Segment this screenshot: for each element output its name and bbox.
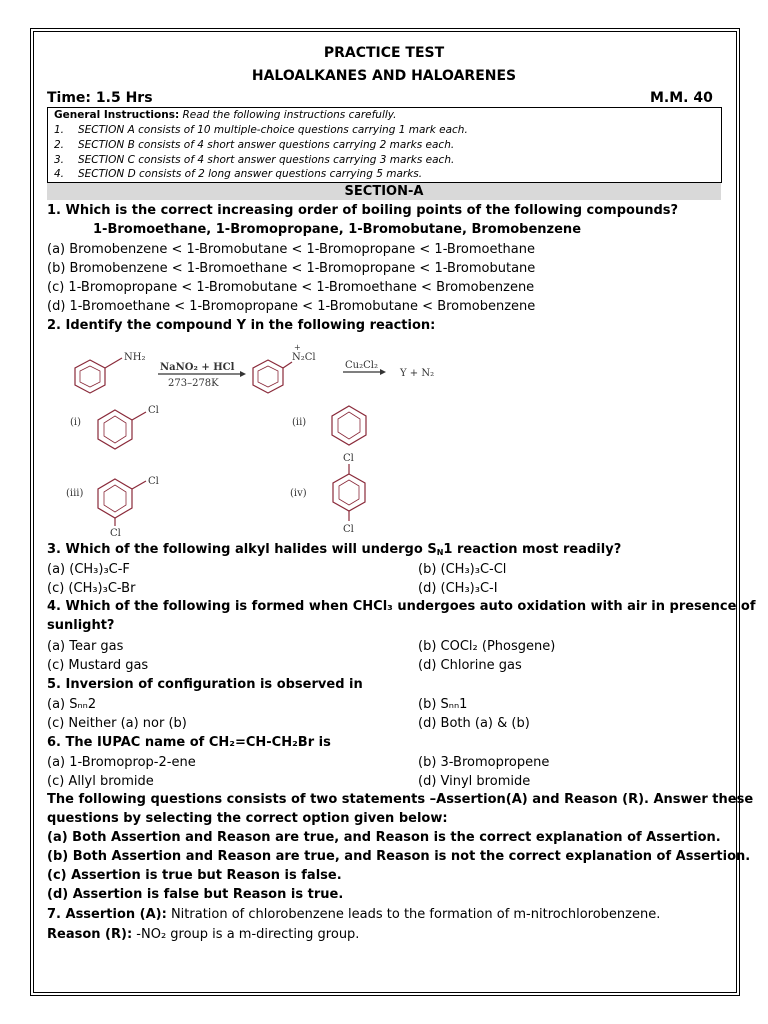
q1-compounds: 1-Bromoethane, 1-Bromopropane, 1-Bromobutane, Bromobenzene — [93, 222, 582, 237]
time-label: Time: 1.5 Hrs — [47, 90, 153, 106]
q3-option: (a) (CH₃)₃C-F — [47, 562, 130, 577]
aniline-structure — [75, 352, 145, 393]
diazonium-structure — [253, 343, 316, 393]
q4-option: (d) Chlorine gas — [418, 658, 522, 673]
q2-stem: 2. Identify the compound Y in the following reaction: — [47, 318, 436, 333]
q1-option: (b) Bromobenzene < 1-Bromoethane < 1-Bromopropane < 1-Bromobutane — [47, 261, 536, 276]
option-ii-label: (ii) — [292, 417, 307, 428]
q7-reason: Reason (R): -NO₂ group is a m-directing group. — [47, 927, 360, 942]
svg-text:+: + — [294, 343, 301, 352]
q6-option: (b) 3-Bromopropene — [418, 755, 550, 770]
q4-stem-line2: sunlight? — [47, 618, 115, 633]
q1-option: (c) 1-Bromopropane < 1-Bromobutane < 1-Bromoethane < Bromobenzene — [47, 280, 535, 295]
option-iv-structure — [333, 453, 365, 535]
q3-stem: 3. Which of the following alkyl halides will undergo $S_N1$ reaction most readily? — [47, 542, 622, 557]
assertion-option: (a) Both Assertion and Reason are true, and Reason is the correct explanation of Assertion. — [47, 830, 721, 845]
reaction-diagram — [60, 340, 480, 540]
instruction-item: 2. SECTION B consists of 4 short answer questions carrying 2 marks each. — [54, 139, 455, 151]
reaction-product: Y + N₂ — [400, 368, 435, 379]
option-ii-structure — [332, 406, 366, 445]
q6-option: (d) Vinyl bromide — [418, 774, 531, 789]
q3-option: (c) (CH₃)₃C-Br — [47, 581, 136, 596]
q4-option: (a) Tear gas — [47, 639, 124, 654]
option-i-structure — [98, 405, 159, 449]
reagent-1: NaNO₂ + HCl — [160, 362, 235, 373]
instruction-item: 1. SECTION A consists of 10 multiple-choice questions carrying 1 mark each. — [54, 124, 468, 136]
q3-option: (b) (CH₃)₃C-Cl — [418, 562, 507, 577]
q3-option: (d) (CH₃)₃C-I — [418, 581, 498, 596]
q6-option: (a) 1-Bromoprop-2-ene — [47, 755, 196, 770]
q7-assertion: 7. Assertion (A): Nitration of chlorobenzene leads to the formation of m-nitrochlorobenzene. — [47, 907, 661, 922]
option-iii-structure — [98, 476, 159, 539]
assertion-option: (b) Both Assertion and Reason are true, and Reason is not the correct explanation of Assertion. — [47, 849, 751, 864]
q5-option: (b) Sₙₙ1 — [418, 697, 468, 712]
option-iii-label: (iii) — [66, 488, 84, 499]
reagent-conditions: 273–278K — [168, 378, 219, 389]
option-i-label: (i) — [70, 417, 82, 428]
q4-option: (b) COCl₂ (Phosgene) — [418, 639, 556, 654]
q5-option: (a) Sₙₙ2 — [47, 697, 97, 712]
instruction-item: 4. SECTION D consists of 2 long answer questions carrying 5 marks. — [54, 168, 423, 180]
q1-stem: 1. Which is the correct increasing order of boiling points of the following compounds? — [47, 203, 679, 218]
svg-text:Cl: Cl — [110, 528, 121, 539]
instruction-item: 3. SECTION C consists of 4 short answer questions carrying 3 marks each. — [54, 154, 455, 166]
instructions-box — [47, 107, 722, 183]
assertion-intro-line2: questions by selecting the correct option given below: — [47, 811, 448, 826]
svg-text:Cl: Cl — [148, 476, 159, 487]
assertion-option: (c) Assertion is true but Reason is false. — [47, 868, 342, 883]
reagent-2: Cu₂Cl₂ — [345, 360, 378, 371]
q4-stem-line1: 4. Which of the following is formed when CHCl₃ undergoes auto oxidation with air in presence of — [47, 599, 756, 614]
q5-option: (d) Both (a) & (b) — [418, 716, 530, 731]
section-a-heading: SECTION-A — [47, 183, 721, 200]
q4-option: (c) Mustard gas — [47, 658, 149, 673]
assertion-option: (d) Assertion is false but Reason is true. — [47, 887, 344, 902]
page-title: PRACTICE TEST — [323, 45, 445, 61]
svg-text:Cl: Cl — [343, 453, 354, 464]
svg-text:Cl: Cl — [343, 524, 354, 535]
instructions-lead: Read the following instructions carefully. — [182, 109, 397, 121]
q6-stem: 6. The IUPAC name of CH₂=CH-CH₂Br is — [47, 735, 331, 750]
q1-option: (d) 1-Bromoethane < 1-Bromopropane < 1-Bromobutane < Bromobenzene — [47, 299, 536, 314]
q5-stem: 5. Inversion of configuration is observed in — [47, 677, 363, 692]
q6-option: (c) Allyl bromide — [47, 774, 154, 789]
svg-text:Cl: Cl — [148, 405, 159, 416]
q1-option: (a) Bromobenzene < 1-Bromobutane < 1-Bromopropane < 1-Bromoethane — [47, 242, 536, 257]
max-marks: M.M. 40 — [650, 90, 713, 106]
diazo-label: N₂Cl — [292, 352, 316, 363]
q5-option: (c) Neither (a) nor (b) — [47, 716, 187, 731]
assertion-intro-line1: The following questions consists of two statements –Assertion(A) and Reason (R). Answer these — [47, 792, 754, 807]
nh2-label: NH₂ — [124, 352, 146, 363]
option-iv-label: (iv) — [290, 488, 307, 499]
page-subtitle: HALOALKANES AND HALOARENES — [251, 68, 517, 84]
instructions-heading: General Instructions: — [54, 109, 180, 121]
